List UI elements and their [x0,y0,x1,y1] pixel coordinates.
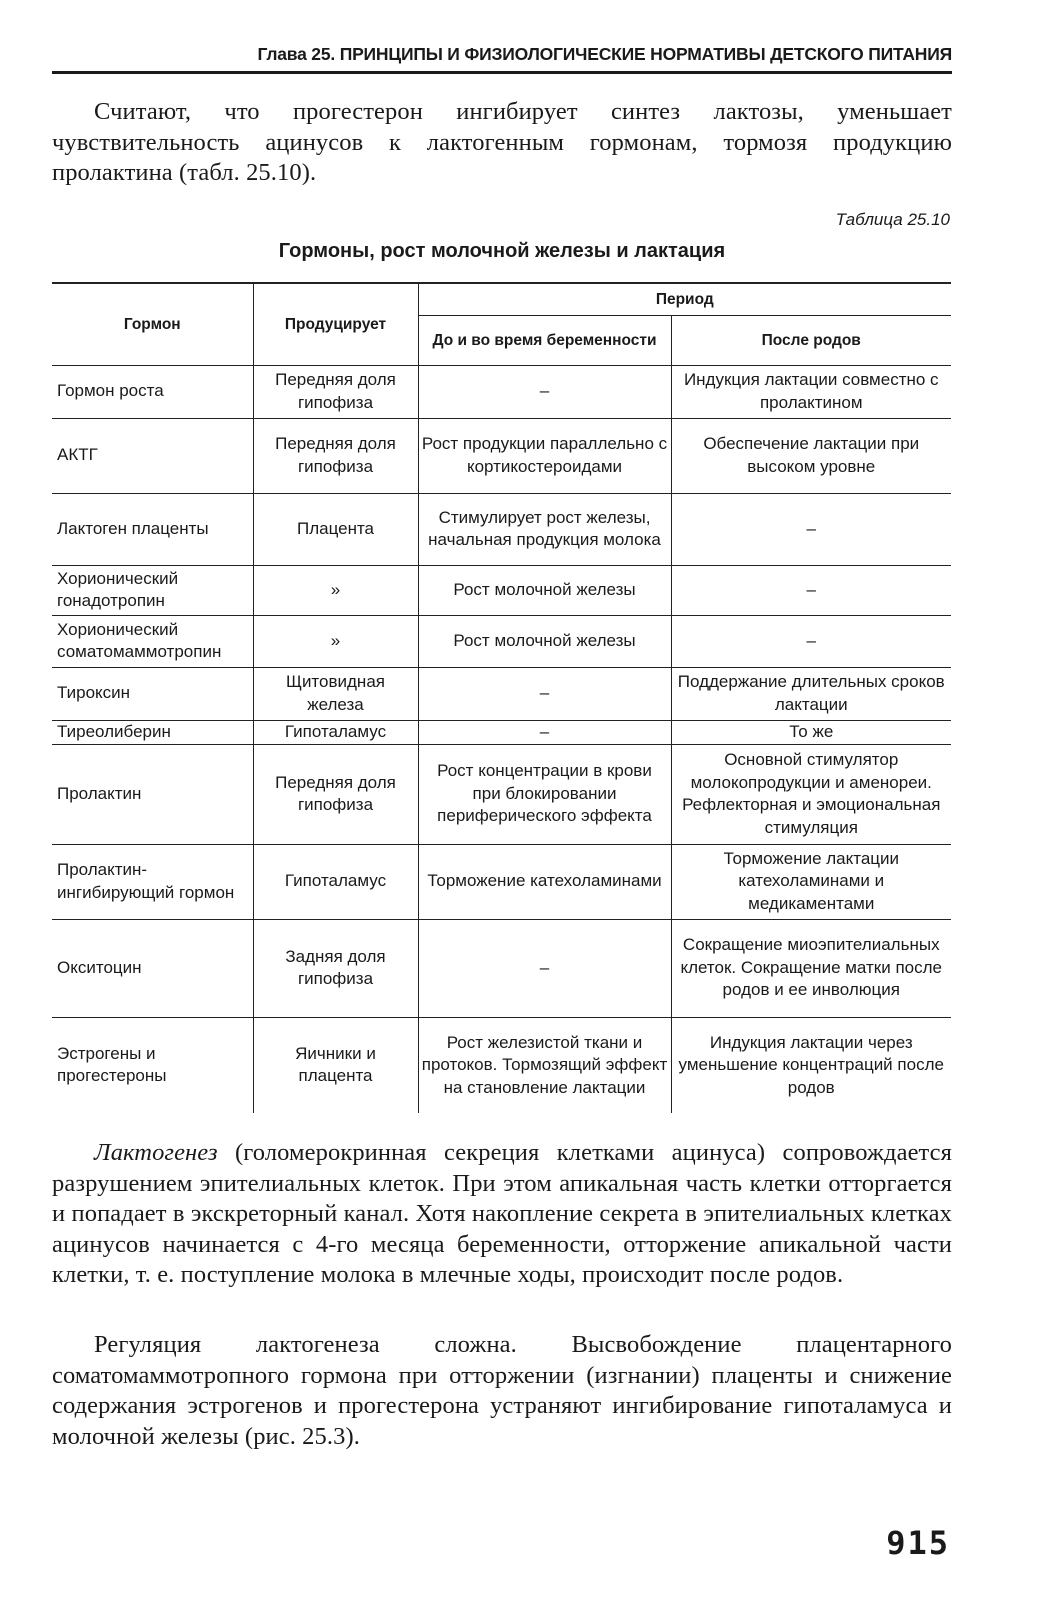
table-row [52,844,951,919]
cell-produces: Гипоталамус [253,844,418,919]
cell-hormone: Тиреолиберин [52,720,253,744]
cell-after: Обеспечение лактации при высоком уровне [671,418,951,493]
header-hormone: Гормон [52,283,253,365]
table-label: Таблица 25.10 [835,210,950,229]
cell-hormone: Тироксин [52,667,253,720]
lactogenesis-term: Лактогенез [94,1139,218,1166]
cell-before: – [418,919,671,1017]
table-row [52,615,951,667]
lactogenesis-paragraph [52,1138,952,1291]
cell-hormone: Окситоцин [52,919,253,1017]
page-number: 915 [886,1524,950,1562]
running-head: Глава 25. ПРИНЦИПЫ И ФИЗИОЛОГИЧЕСКИЕ НОРМАТИВЫ ДЕТСКОГО ПИТАНИЯ [257,44,952,64]
cell-after: – [671,493,951,565]
cell-before: – [418,667,671,720]
cell-after: – [671,615,951,667]
cell-hormone: Пролактин-ингибирующий гормон [52,844,253,919]
table-row [52,667,951,720]
cell-hormone: АКТГ [52,418,253,493]
cell-before: Рост молочной железы [418,565,671,615]
table-row [52,565,951,615]
cell-hormone: Хорионический гонадотропин [52,565,253,615]
table-row [52,744,951,844]
cell-after: Индукция лактации совместно с пролактином [671,365,951,418]
header-rule [52,71,952,74]
cell-hormone: Хорионический соматомаммотропин [52,615,253,667]
cell-produces: Яичники и плацента [253,1017,418,1113]
cell-after: Основной стимулятор молокопродукции и аменореи. Рефлекторная и эмоциональная стимуляция [671,744,951,844]
cell-before: Стимулирует рост железы, начальная продукция молока [418,493,671,565]
cell-after: Торможение лактации катехоламинами и медикаментами [671,844,951,919]
cell-produces: Передняя доля гипофиза [253,418,418,493]
cell-before: Рост железистой ткани и протоков. Тормозящий эффект на становление лактации [418,1017,671,1113]
cell-before: Торможение катехоламинами [418,844,671,919]
cell-before: Рост продукции параллельно с кортикостероидами [418,418,671,493]
cell-produces: Щитовидная железа [253,667,418,720]
table-row [52,919,951,1017]
header-period: Период [418,283,951,315]
table-row [52,1017,951,1113]
table-row [52,365,951,418]
cell-produces: » [253,565,418,615]
cell-after: То же [671,720,951,744]
regulation-paragraph: Регуляция лактогенеза сложна. Высвобождение плацентарного соматомаммотропного гормона при отторжении (изгнании) плаценты и снижение содержания эстрогенов и прогестерона устраняют ингибирование гипоталамуса и молочной железы (рис. 25.3). [52,1331,952,1450]
cell-before: Рост молочной железы [418,615,671,667]
table-row [52,720,951,744]
table-row [52,418,951,493]
cell-hormone: Лактоген плаценты [52,493,253,565]
hormones-table [52,282,951,1113]
header-before: До и во время беременности [418,315,671,365]
table-row [52,493,951,565]
cell-before: – [418,365,671,418]
cell-after: Индукция лактации через уменьшение концентраций после родов [671,1017,951,1113]
table-title: Гормоны, рост молочной железы и лактация [278,240,726,262]
header-produces: Продуцирует [253,283,418,365]
cell-before: Рост концентрации в крови при блокировании периферического эффекта [418,744,671,844]
lactogenesis-text: (голомерокринная секреция клетками ацинуса) сопровождается разрушением эпителиальных клеток. При этом апикальная часть клетки отторгается и попадает в экскреторный канал. Хотя накопление секрета в эпителиальных клетках ацинусов начинается с 4-го месяца беременности, отторжение апикальной части клетки, т. е. поступление молока в млечные ходы, происходит после родов. [52,1139,952,1288]
cell-hormone: Эстрогены и прогестероны [52,1017,253,1113]
cell-hormone: Гормон роста [52,365,253,418]
cell-produces: » [253,615,418,667]
intro-paragraph: Считают, что прогестерон ингибирует синтез лактозы, уменьшает чувствительность ацинусов к лактогенным гормонам, тормозя продукцию пролактина (табл. 25.10). [52,98,952,186]
cell-after: Сокращение миоэпителиальных клеток. Сокращение матки после родов и ее инволюция [671,919,951,1017]
cell-after: Поддержание длительных сроков лактации [671,667,951,720]
cell-produces: Передняя доля гипофиза [253,744,418,844]
cell-produces: Передняя доля гипофиза [253,365,418,418]
cell-produces: Плацента [253,493,418,565]
header-after: После родов [671,315,951,365]
cell-hormone: Пролактин [52,744,253,844]
cell-after: – [671,565,951,615]
cell-before: – [418,720,671,744]
cell-produces: Гипоталамус [253,720,418,744]
cell-produces: Задняя доля гипофиза [253,919,418,1017]
